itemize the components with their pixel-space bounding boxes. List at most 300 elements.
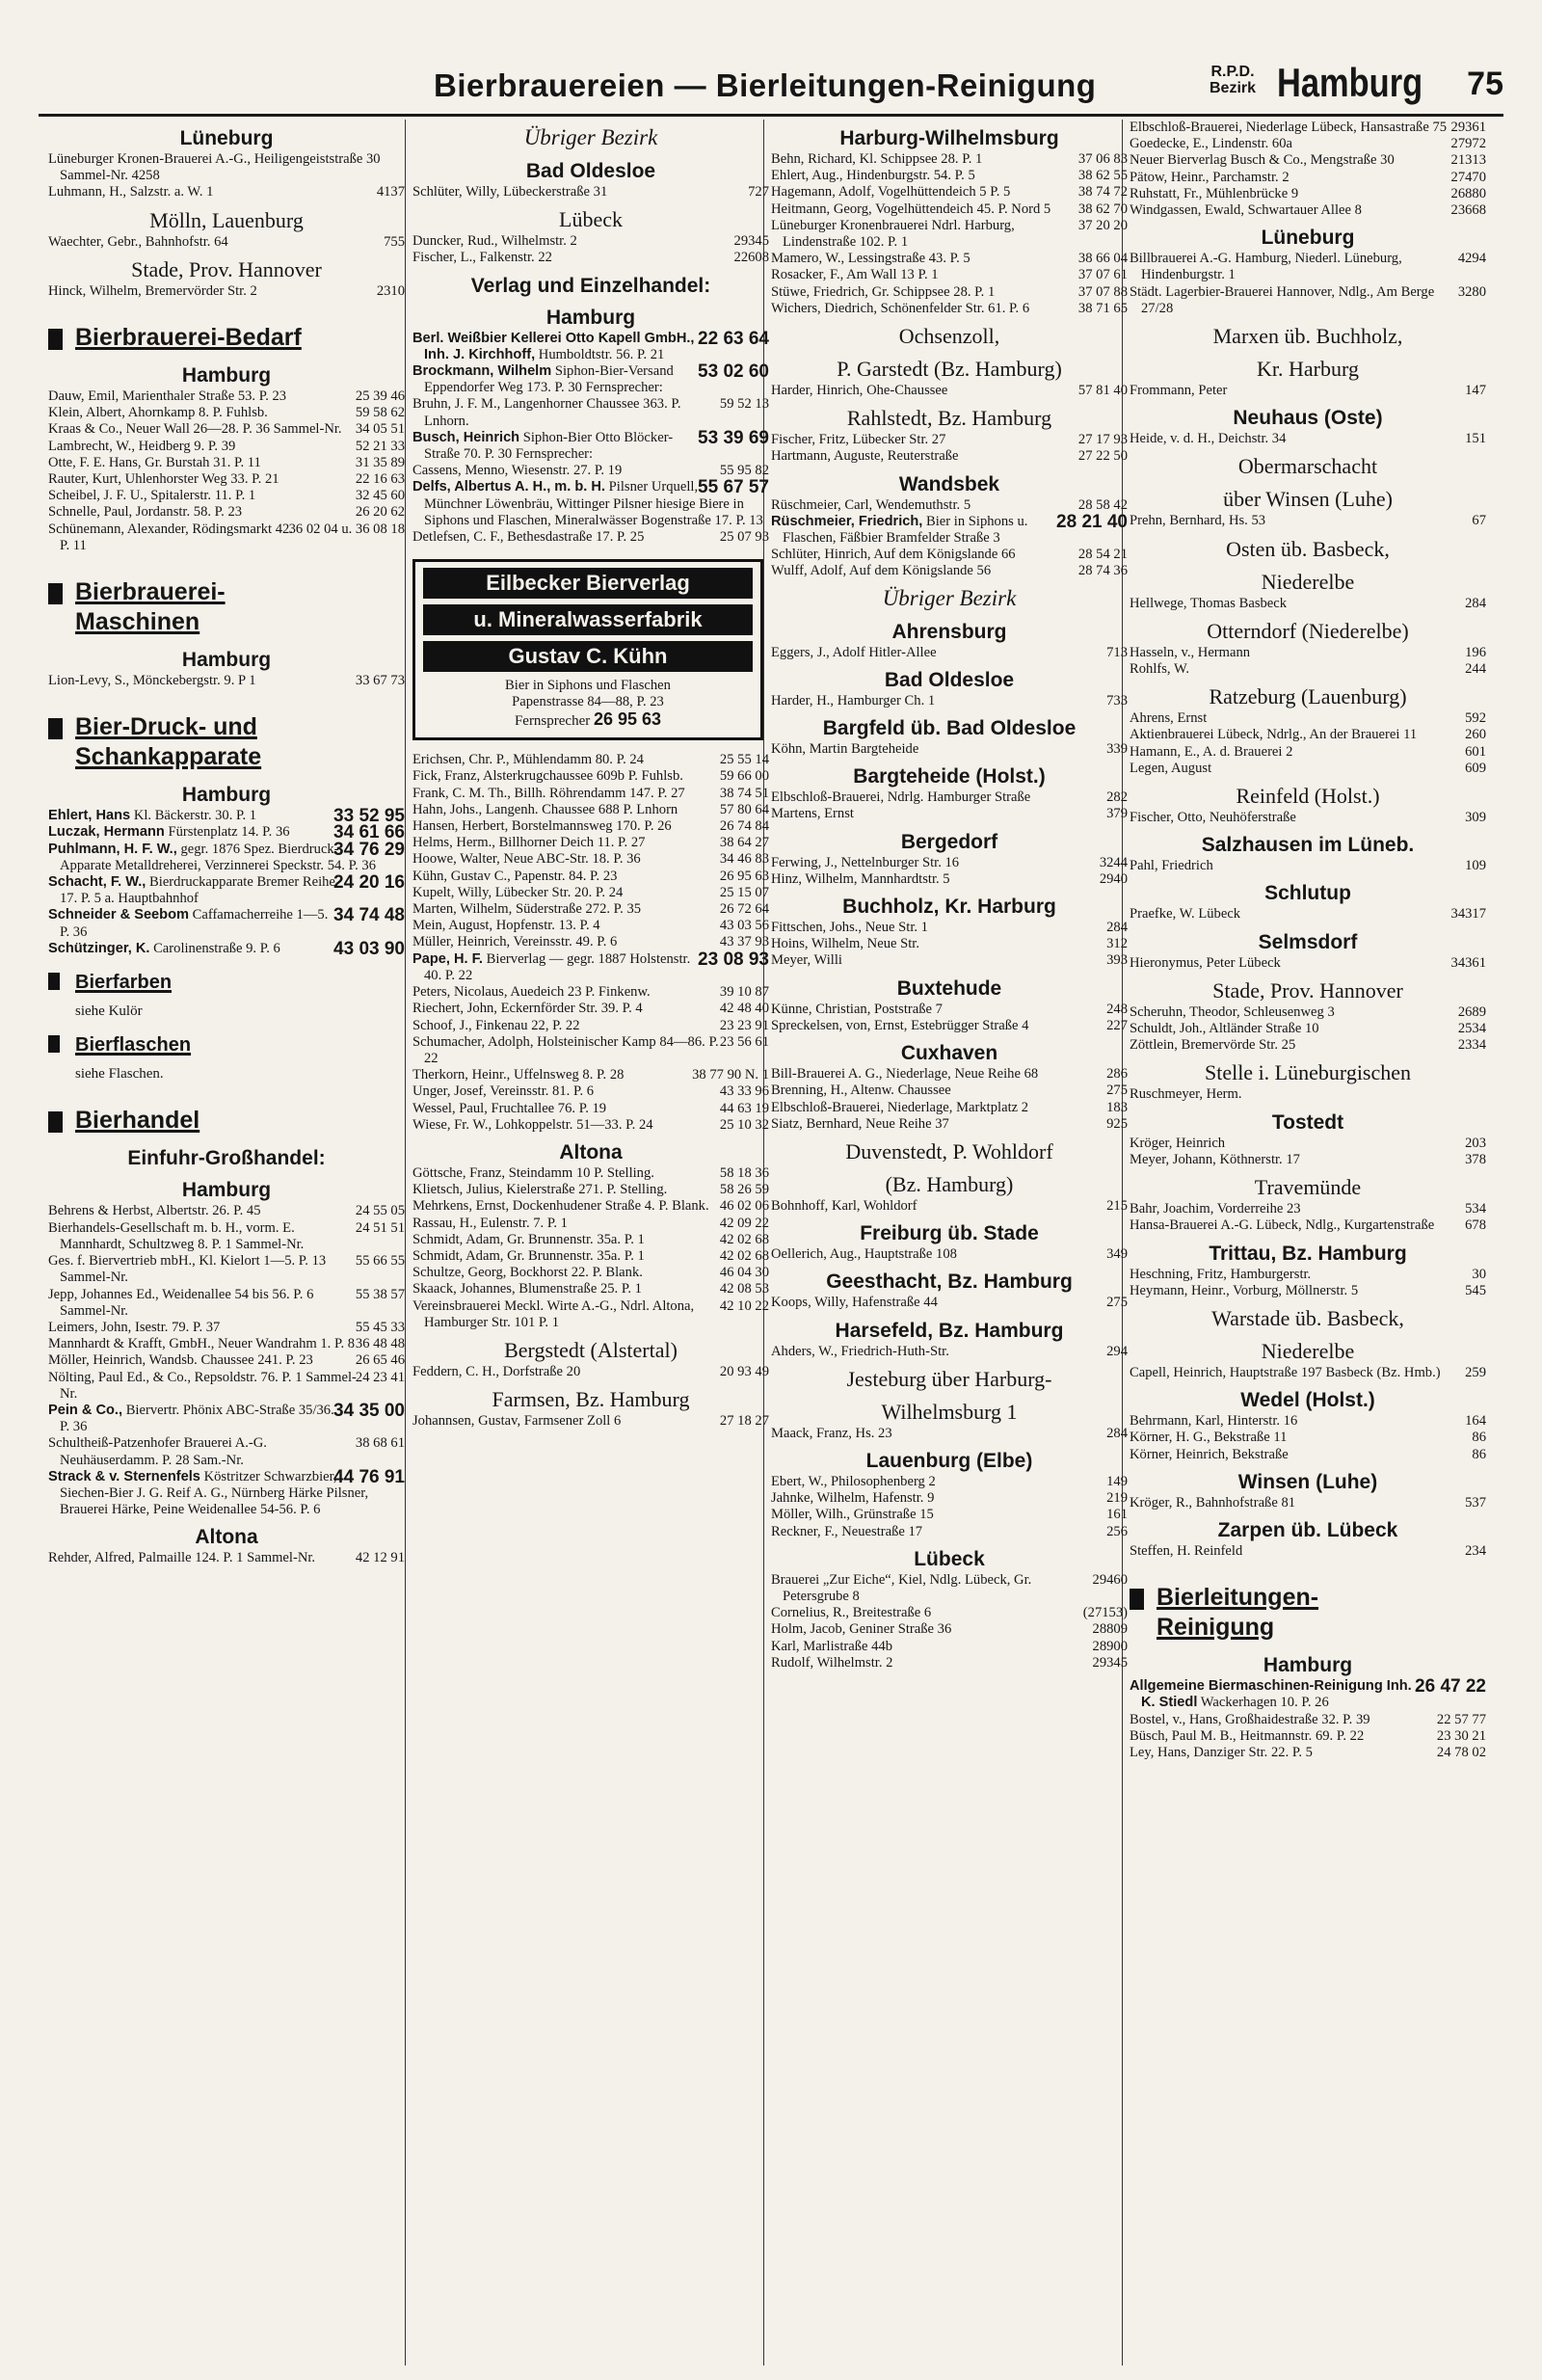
category-heading <box>48 1106 405 1136</box>
place-heading: Hamburg <box>181 784 272 807</box>
ad-line: Papenstrasse 84—88, P. 23 <box>512 694 664 710</box>
listing-phone: 23 56 61 <box>719 1033 769 1050</box>
listing-entry <box>771 563 1128 579</box>
listing-entry <box>412 802 769 818</box>
listing-phone: 260 <box>1465 727 1486 743</box>
listing-firm-name: Luczak, Hermann <box>48 824 165 841</box>
place-heading: Lübeck <box>559 207 623 232</box>
listing-phone: 34317 <box>1450 906 1486 923</box>
listing-phone: 44 76 91 <box>333 1466 405 1487</box>
listing-phone: 678 <box>1465 1217 1486 1234</box>
listing-text: Elbschloß-Brauerei, Ndrlg. Hamburger Straße <box>771 789 1031 806</box>
listing-text: Fittschen, Johs., Neue Str. 1 <box>771 920 928 936</box>
listing-phone: 30 <box>1472 1266 1486 1282</box>
place-heading: Harburg-Wilhelmsburg <box>839 127 1059 149</box>
listing-entry <box>771 448 1128 465</box>
place-heading: Hamburg <box>545 306 636 329</box>
listing-text: Pahl, Friedrich <box>1130 858 1213 874</box>
listing-phone: 33 67 73 <box>355 673 405 689</box>
listing-phone: 24 51 51 <box>355 1219 405 1236</box>
listing-text: Spreckelsen, von, Ernst, Estebrügger Straße 4 <box>771 1017 1029 1033</box>
listing-text: Hinck, Wilhelm, Bremervörder Str. 2 <box>48 282 257 299</box>
listing-entry <box>412 1413 769 1430</box>
listing-text: Hoowe, Walter, Neue ABC-Str. 18. P. 36 <box>412 851 641 868</box>
listing-text: Rassau, H., Eulenstr. 7. P. 1 <box>412 1215 568 1231</box>
district-label <box>1210 64 1256 96</box>
listing-entry <box>771 547 1128 563</box>
listing-entry <box>1130 1365 1486 1381</box>
listing-phone: 26 47 22 <box>1415 1676 1486 1698</box>
listing-firm-name: Busch, Heinrich <box>412 429 520 445</box>
listing-text: Vereinsbrauerei Meckl. Wirte A.-G., Ndrl. Altona, Hamburger Str. 101 P. 1 <box>412 1297 695 1330</box>
place-heading: Harsefeld, Bz. Hamburg <box>835 1319 1064 1342</box>
listing-phone: 20 93 49 <box>719 1363 769 1379</box>
listing-text: Billbrauerei A.-G. Hamburg, Niederl. Lüneburg, Hindenburgstr. 1 <box>1130 251 1402 283</box>
listing-phone: 57 81 40 <box>1077 383 1128 399</box>
listing-text: Caffamacherreihe 1—5. P. 36 <box>60 907 329 940</box>
listing-entry <box>771 741 1128 758</box>
listing-phone: 38 71 65 <box>1077 300 1128 316</box>
listing-entry <box>771 871 1128 888</box>
listing-text: Fischer, Otto, Neuhöferstraße <box>1130 810 1296 826</box>
listing-entry <box>1130 513 1486 529</box>
listing-firm-name: Schützinger, K. <box>48 940 150 956</box>
listing-entry <box>771 920 1128 936</box>
listing-entry <box>48 1400 405 1435</box>
listing-entry <box>412 1165 769 1182</box>
listing-entry <box>412 984 769 1001</box>
listing-phone: 37 20 20 <box>1077 217 1128 233</box>
listing-text: Kl. Bäckerstr. 30. P. 1 <box>133 808 257 824</box>
listing-text: Capell, Heinrich, Hauptstraße 197 Basbeck (Bz. Hmb.) <box>1130 1364 1441 1380</box>
listing-text: Brauerei „Zur Eiche“, Kiel, Ndlg. Lübeck, Gr. Petersgrube 8 <box>771 1571 1032 1604</box>
listing-phone: 24 23 41 <box>355 1369 405 1385</box>
place-heading: Niederelbe <box>1261 1338 1355 1363</box>
listing-text: Künne, Christian, Poststraße 7 <box>771 1001 943 1017</box>
page-title: Bierbrauereien — Bierleitungen-Reinigung <box>434 67 1097 103</box>
listing-firm-name: Ehlert, Hans <box>48 808 131 824</box>
category-marker <box>48 329 63 350</box>
listing-entry <box>771 936 1128 952</box>
listing-phone: 393 <box>1106 952 1128 969</box>
listing-entry <box>1130 120 1486 136</box>
listing-phone: 349 <box>1106 1246 1128 1263</box>
category-heading <box>48 971 405 994</box>
listing-text: Heide, v. d. H., Deichstr. 34 <box>1130 431 1287 447</box>
listing-text: Otte, F. E. Hans, Gr. Burstah 31. P. 11 <box>48 454 261 470</box>
listing-phone: 2310 <box>376 282 405 299</box>
listing-entry <box>1130 1413 1486 1430</box>
listing-text: Fischer, Fritz, Lübecker Str. 27 <box>771 432 946 448</box>
category-heading <box>48 323 405 353</box>
listing-text: Eggers, J., Adolf Hitler-Allee <box>771 644 937 660</box>
listing-text: Cassens, Menno, Wiesenstr. 27. P. 19 <box>412 463 623 479</box>
listing-text: Rosacker, F., Am Wall 13 P. 1 <box>771 267 939 283</box>
listing-text: Oellerich, Aug., Hauptstraße 108 <box>771 1246 957 1263</box>
listing-phone: 38 62 70 <box>1077 201 1128 217</box>
listing-phone: 149 <box>1106 1473 1128 1489</box>
listing-text: Riechert, John, Eckernförder Str. 39. P. 4 <box>412 1001 643 1017</box>
listing-firm-name: Schacht, F. W., <box>48 874 146 891</box>
listing-entry <box>48 471 405 488</box>
listing-entry <box>412 1001 769 1017</box>
listing-phone: 282 <box>1106 789 1128 806</box>
listing-text: Schmidt, Adam, Gr. Brunnenstr. 35a. P. 1 <box>412 1231 645 1247</box>
listing-phone: 275 <box>1106 1295 1128 1311</box>
listing-phone: 27 18 27 <box>719 1413 769 1430</box>
listing-phone: 42 48 40 <box>719 1001 769 1017</box>
place-heading: Freiburg üb. Stade <box>860 1222 1039 1245</box>
listing-phone: 55 66 55 <box>355 1253 405 1270</box>
listing-text: Klein, Albert, Ahornkamp 8. P. Fuhlsb. <box>48 405 268 421</box>
listing-entry <box>771 1002 1128 1018</box>
listing-entry <box>48 184 405 201</box>
listing-phone: 53 39 69 <box>698 427 769 448</box>
listing-phone: 27 17 93 <box>1077 432 1128 448</box>
listing-entry <box>771 284 1128 301</box>
listing-phone: 42 08 53 <box>719 1281 769 1297</box>
listing-phone: 23 23 91 <box>719 1017 769 1033</box>
listing-phone: 609 <box>1465 760 1486 776</box>
listing-phone: 234 <box>1465 1542 1486 1559</box>
listing-phone: 46 04 30 <box>719 1265 769 1281</box>
listing-entry <box>48 1336 405 1352</box>
listing-text: Windgassen, Ewald, Schwartauer Allee 8 <box>1130 202 1362 219</box>
listing-text: Prehn, Bernhard, Hs. 53 <box>1130 513 1266 529</box>
listing-entry <box>771 432 1128 448</box>
listing-phone: 59 66 00 <box>719 768 769 785</box>
listing-text: Hoins, Wilhelm, Neue Str. <box>771 936 919 952</box>
listing-firm-name: Delfs, Albertus A. H., m. b. H. <box>412 479 606 495</box>
listing-entry <box>771 184 1128 201</box>
place-heading: Farmsen, Bz. Hamburg <box>492 1387 690 1412</box>
column-divider <box>405 120 406 2366</box>
listing-phone: 86 <box>1472 1446 1486 1462</box>
listing-phone: 34 05 51 <box>355 421 405 438</box>
listing-text: Skaack, Johannes, Blumenstraße 25. P. 1 <box>412 1281 642 1297</box>
listing-entry <box>1130 1201 1486 1217</box>
listing-text: Behrmann, Karl, Hinterstr. 16 <box>1130 1413 1298 1430</box>
place-heading: Osten üb. Basbeck, <box>1226 536 1390 561</box>
listing-entry <box>412 786 769 802</box>
listing-entry <box>1130 1543 1486 1560</box>
place-heading: Bergstedt (Alstertal) <box>504 1337 678 1362</box>
listing-entry <box>48 234 405 251</box>
place-heading: Reinfeld (Holst.) <box>1236 784 1380 809</box>
listing-entry <box>1130 284 1486 317</box>
place-heading: Wandsbek <box>898 472 1000 495</box>
listing-entry <box>771 1066 1128 1083</box>
listing-entry <box>48 1220 405 1253</box>
category-heading <box>48 712 405 772</box>
listing-entry <box>48 151 405 184</box>
place-heading: Obermarschacht <box>1237 454 1378 479</box>
listing-text: Schlüter, Willy, Lübeckerstraße 31 <box>412 184 608 200</box>
listing-phone: 29460 <box>1092 1571 1128 1588</box>
listing-text: Ruhstatt, Fr., Mühlenbrücke 9 <box>1130 185 1299 201</box>
listing-phone: 31 35 89 <box>355 454 405 470</box>
category-marker <box>48 973 60 990</box>
listing-entry <box>1130 152 1486 169</box>
listing-phone: 36 48 48 <box>355 1336 405 1352</box>
district-label-line2: Bezirk <box>1210 80 1257 96</box>
listing-phone: 38 66 04 <box>1077 251 1128 267</box>
listing-text: Brenning, H., Altenw. Chaussee <box>771 1083 951 1099</box>
listing-text: Biervertr. Phönix ABC-Straße 35/36. P. 36 <box>60 1402 334 1435</box>
listing-phone: 34 76 29 <box>333 839 405 860</box>
listing-phone: 284 <box>1465 595 1486 611</box>
listing-phone: 24 78 02 <box>1436 1744 1486 1760</box>
listing-entry <box>1130 858 1486 874</box>
place-heading: (Bz. Hamburg) <box>885 1171 1014 1196</box>
listing-phone: 294 <box>1106 1343 1128 1359</box>
listing-phone: 215 <box>1106 1197 1128 1214</box>
page-header <box>39 58 1503 117</box>
listing-text: Mehrkens, Ernst, Dockenhudener Straße 4. P. Blank. <box>412 1198 709 1215</box>
listing-phone: 27972 <box>1450 136 1486 152</box>
listing-entry <box>1130 1037 1486 1054</box>
listing-phone: 24 55 05 <box>355 1203 405 1219</box>
listing-text: Zöttlein, Bremervörde Str. 25 <box>1130 1037 1296 1054</box>
listing-text: Maack, Franz, Hs. 23 <box>771 1425 892 1441</box>
listing-phone: 151 <box>1465 431 1486 447</box>
listing-text: Johannsen, Gustav, Farmsener Zoll 6 <box>412 1413 622 1430</box>
listing-entry <box>1130 1447 1486 1463</box>
listing-text: Ehlert, Aug., Hindenburgstr. 54. P. 5 <box>771 168 975 184</box>
listing-text: Ley, Hans, Danziger Str. 22. P. 5 <box>1130 1744 1313 1760</box>
place-heading: Wilhelmsburg 1 <box>881 1399 1018 1424</box>
listing-phone: 284 <box>1106 920 1128 936</box>
listing-phone: 34 74 48 <box>333 905 405 926</box>
listing-firm-name: Allgemeine Biermaschinen-Reinigung Inh. K. Stiedl <box>1130 1678 1412 1711</box>
listing-phone: 2534 <box>1457 1021 1486 1037</box>
listing-phone: 22 63 64 <box>698 328 769 349</box>
listing-text: Helms, Herm., Billhorner Deich 11. P. 27 <box>412 835 646 851</box>
listing-text: Wulff, Adolf, Auf dem Königslande 56 <box>771 563 992 579</box>
listing-text: Rüschmeier, Carl, Wendemuthstr. 5 <box>771 496 971 513</box>
listing-entry <box>412 918 769 934</box>
display-advertisement <box>412 559 763 740</box>
listing-entry <box>412 363 769 396</box>
listing-text: Peters, Nicolaus, Auedeich 23 P. Finkenw. <box>412 984 651 1001</box>
place-heading: Buchholz, Kr. Harburg <box>842 896 1056 919</box>
listing-phone: 26 20 62 <box>355 504 405 521</box>
listing-phone: 196 <box>1465 644 1486 660</box>
listing-phone: 57 80 64 <box>719 801 769 817</box>
listing-phone: 38 74 51 <box>719 785 769 801</box>
listing-entry <box>771 1474 1128 1490</box>
listing-text: Meyer, Willi <box>771 952 842 969</box>
listing-entry <box>1130 645 1486 661</box>
listing-text: Pätow, Heinr., Parchamstr. 2 <box>1130 169 1289 185</box>
listing-entry <box>412 901 769 918</box>
listing-text: Karl, Marlistraße 44b <box>771 1638 893 1654</box>
listing-firm-name: Strack & v. Sternenfels <box>48 1468 200 1484</box>
category-cross-reference: siehe Flaschen. <box>75 1066 164 1083</box>
listing-text: Schoof, J., Finkenau 22, P. 22 <box>412 1017 580 1033</box>
place-heading: Selmsdorf <box>1258 930 1358 953</box>
listing-text: Mamero, W., Lessingstraße 43. P. 5 <box>771 251 970 267</box>
listing-phone: 42 02 68 <box>719 1247 769 1264</box>
listing-entry <box>771 1116 1128 1133</box>
place-heading: Stelle i. Lüneburgischen <box>1204 1060 1412 1085</box>
listing-text: Ebert, W., Philosophenberg 2 <box>771 1473 936 1489</box>
listing-text: Aktienbrauerei Lübeck, Ndrlg., An der Brauerei 11 <box>1130 727 1418 743</box>
category-marker <box>48 1111 63 1133</box>
category-cross-reference: siehe Kulör <box>75 1003 143 1020</box>
listing-phone: 34 61 66 <box>333 822 405 843</box>
listing-entry <box>1130 1712 1486 1728</box>
place-heading: Buxtehude <box>896 976 1002 1000</box>
place-heading: Stade, Prov. Hannover <box>1212 977 1403 1003</box>
listing-entry <box>412 1281 769 1297</box>
listing-entry <box>412 233 769 250</box>
listing-text: Fürstenplatz 14. P. 36 <box>168 824 290 841</box>
listing-entry <box>412 396 769 429</box>
listing-text: Harder, Hinrich, Ohe-Chaussee <box>771 383 948 399</box>
listing-text: Schultze, Georg, Bockhorst 22. P. Blank. <box>412 1265 643 1281</box>
listing-phone: 42 02 68 <box>719 1231 769 1247</box>
listing-text: Bahr, Joachim, Vorderreihe 23 <box>1130 1201 1301 1217</box>
listing-phone: 43 03 56 <box>719 918 769 934</box>
listing-phone: 42 10 22 <box>719 1297 769 1314</box>
listing-text: Bierverlag — gegr. 1887 Holstenstr. 40. P. 22 <box>424 950 691 983</box>
listing-phone: 44 63 19 <box>719 1100 769 1116</box>
listing-entry <box>48 1352 405 1369</box>
place-heading: Jesteburg über Harburg- <box>846 1366 1052 1391</box>
listing-entry <box>1130 1086 1486 1103</box>
listing-entry <box>412 1117 769 1134</box>
listing-text: Unger, Josef, Vereinsstr. 81. P. 6 <box>412 1083 595 1100</box>
listing-phone: 22608 <box>733 250 769 266</box>
category-heading <box>48 577 405 637</box>
place-heading: Hamburg <box>1263 1654 1353 1677</box>
listing-text: Duncker, Rud., Wilhelmstr. 2 <box>412 233 577 250</box>
listing-entry <box>48 1370 405 1403</box>
listing-entry <box>48 504 405 521</box>
listing-phone: 4137 <box>376 184 405 201</box>
category-title: Bierflaschen <box>75 1034 192 1056</box>
listing-text: Praefke, W. Lübeck <box>1130 906 1241 923</box>
listing-phone: 755 <box>384 233 405 250</box>
listing-phone: 284 <box>1106 1425 1128 1441</box>
listing-entry <box>1130 1430 1486 1446</box>
listing-entry <box>48 1253 405 1286</box>
listing-phone: 727 <box>748 184 769 200</box>
listing-phone: 36 02 04 u. 36 08 18 <box>288 521 405 537</box>
listing-text: Kühn, Gustav C., Papenstr. 84. P. 23 <box>412 868 618 884</box>
listing-phone: 28900 <box>1092 1638 1128 1654</box>
listing-text: Meyer, Johann, Köthnerstr. 17 <box>1130 1151 1300 1167</box>
listing-text: Kröger, R., Bahnhofstraße 81 <box>1130 1494 1296 1511</box>
listing-entry <box>48 1466 405 1519</box>
listing-text: Bill-Brauerei A. G., Niederlage, Neue Reihe 68 <box>771 1066 1039 1083</box>
category-marker <box>48 583 63 604</box>
listing-entry <box>48 421 405 438</box>
place-heading: Bad Oldesloe <box>884 668 1015 691</box>
listing-text: Wackerhagen 10. P. 26 <box>1200 1695 1329 1711</box>
listing-entry <box>48 521 405 554</box>
listing-text: Ruschmeyer, Herm. <box>1130 1086 1242 1103</box>
listing-entry <box>412 328 769 363</box>
listing-phone: 32 45 60 <box>355 488 405 504</box>
listing-entry <box>1130 661 1486 678</box>
listing-phone: 545 <box>1465 1282 1486 1298</box>
listing-entry <box>1130 431 1486 447</box>
listing-phone: 164 <box>1465 1413 1486 1430</box>
listing-entry <box>771 952 1128 969</box>
listing-entry <box>48 388 405 405</box>
listing-phone: 67 <box>1472 513 1486 529</box>
listing-phone: 227 <box>1106 1017 1128 1033</box>
listing-phone: 248 <box>1106 1001 1128 1017</box>
listing-text: Lambrecht, W., Heidberg 9. P. 39 <box>48 438 236 454</box>
ad-headline: u. Mineralwasserfabrik <box>423 604 753 635</box>
listing-entry <box>48 283 405 300</box>
listing-entry <box>771 267 1128 283</box>
listing-text: Behn, Richard, Kl. Schippsee 28. P. 1 <box>771 151 983 167</box>
listing-text: Schultheiß-Patzenhofer Brauerei A.-G. Neuhäuserdamm. P. 28 Sam.-Nr. <box>48 1435 267 1468</box>
category-title: Bierfarben <box>75 972 173 994</box>
listing-text: Ges. f. Biervertrieb mbH., Kl. Kielort 1—5. P. 13 Sammel-Nr. <box>48 1253 327 1286</box>
listing-text: Rehder, Alfred, Palmaille 124. P. 1 Sammel-Nr. <box>48 1550 316 1566</box>
category-title: Bierhandel <box>75 1107 200 1135</box>
listing-firm-name: Puhlmann, H. F. W., <box>48 841 177 857</box>
place-heading: Verlag und Einzelhandel: <box>470 274 711 297</box>
listing-entry <box>1130 1283 1486 1299</box>
region-heading: Übriger Bezirk <box>882 585 1017 610</box>
listing-phone: 244 <box>1465 661 1486 678</box>
listing-text: Körner, Heinrich, Bekstraße <box>1130 1446 1289 1462</box>
listing-entry <box>1130 761 1486 777</box>
listing-text: Erichsen, Chr. P., Mühlendamm 80. P. 24 <box>412 752 644 768</box>
listing-entry <box>1130 810 1486 826</box>
category-title-line2: Schankapparate <box>75 743 262 771</box>
listing-phone: 59 58 62 <box>355 405 405 421</box>
listing-firm-name: Rüschmeier, Friedrich, <box>771 513 923 529</box>
listing-entry <box>48 874 405 907</box>
listing-phone: 219 <box>1106 1490 1128 1507</box>
listing-phone: 183 <box>1106 1099 1128 1115</box>
listing-text: Jepp, Johannes Ed., Weidenallee 54 bis 56. P. 6 Sammel-Nr. <box>48 1286 314 1319</box>
listing-text: Frank, C. M. Th., Billh. Röhrendamm 147. P. 27 <box>412 785 685 801</box>
listing-entry <box>771 383 1128 399</box>
listing-phone: 309 <box>1465 810 1486 826</box>
listing-text: Lion-Levy, S., Mönckebergstr. 9. P 1 <box>48 673 256 689</box>
listing-entry <box>412 184 769 201</box>
listing-entry <box>771 1572 1128 1605</box>
listing-phone: 34 46 83 <box>719 851 769 868</box>
listing-text: Siphon-Bier Otto Blöcker-Straße 70. P. 30 Fernsprecher: <box>424 429 674 463</box>
listing-phone: 26 74 84 <box>719 818 769 835</box>
listing-entry <box>771 201 1128 218</box>
listing-text: Schmidt, Adam, Gr. Brunnenstr. 35a. P. 1 <box>412 1247 645 1264</box>
listing-text: Köstritzer Schwarzbier, Siechen-Bier J. G. Reif A. G., Nürnberg Härke Pilsner, Brauerei Härke, Peine Weidenallee 54-56. P. 6 <box>60 1468 369 1518</box>
listing-phone: 733 <box>1106 692 1128 709</box>
listing-phone: 23 30 21 <box>1436 1727 1486 1744</box>
listing-text: Scheruhn, Theodor, Schleusenweg 3 <box>1130 1003 1335 1020</box>
place-heading: Hamburg <box>181 364 272 388</box>
listing-phone: 58 18 36 <box>719 1164 769 1181</box>
listing-phone: 42 12 91 <box>355 1550 405 1566</box>
listing-text: Legen, August <box>1130 760 1212 776</box>
listing-phone: 43 37 93 <box>719 934 769 950</box>
listing-text: Holm, Jacob, Geniner Straße 36 <box>771 1621 952 1638</box>
listing-firm-name: Pape, H. F. <box>412 950 483 967</box>
listing-text: Hagemann, Adolf, Vogelhüttendeich 5 P. 5 <box>771 184 1011 201</box>
ad-headline: Gustav C. Kühn <box>423 641 753 672</box>
listing-entry <box>771 1507 1128 1523</box>
